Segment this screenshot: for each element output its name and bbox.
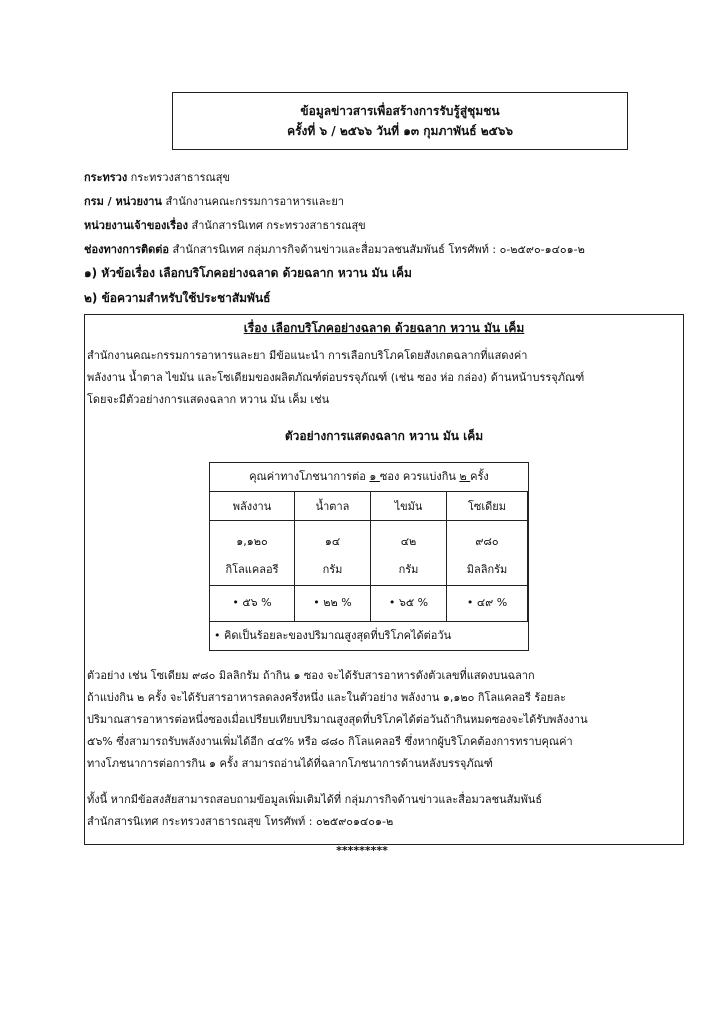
nutrient-column-fat: ไขมัน ๔๒ กรัม • ๖๕ % (371, 491, 447, 621)
header-title: ข้อมูลข่าวสารเพื่อสร้างการรับรู้สู่ชุมชน (300, 104, 500, 118)
header-issue-date: ครั้งที่ ๖ / ๒๕๖๖ วันที่ ๑๓ กุมภาพันธ์ ๒๕๖๖ (287, 124, 513, 138)
nutrition-label-table (209, 462, 529, 651)
metadata-block (84, 166, 684, 262)
nutrient-column-sodium: โซเดียม ๙๘๐ มิลลิกรัม • ๔๙ % (447, 491, 528, 621)
press-content-box (84, 314, 684, 845)
end-of-document-mark: ********* (336, 844, 388, 857)
contact-paragraph: ทั้งนี้ หากมีข้อสงสัยสามารถสอบถามข้อมูลเพิ่มเติมได้ที่ กลุ่มภารกิจด้านข่าวและสื่อมวลชนสัมพันธ์ สำนักสารนิเทศ กระทรวงสาธารณสุข โทรศัพท์ : ๐๒๕๙๐๑๔๐๑-๒ (87, 793, 543, 828)
nutrient-column-sugar: น้ำตาล ๑๔ กรัม • ๒๒ % (295, 491, 371, 621)
meta-ministry: กระทรวง กระทรวงสาธารณสุข (84, 171, 230, 184)
example-paragraph: ตัวอย่าง เช่น โซเดียม ๙๘๐ มิลลิกรัม ถ้ากิน ๑ ซอง จะได้รับสารอาหารดังตัวเลขที่แสดงบนฉลาก ถ้าแบ่งกิน ๒ ครั้ง จะได้รับสารอาหารลดลงครึ่งหนึ่ง และในตัวอย่าง พลังงาน ๑,๑๒๐ กิโลแคลอรี ร้อยละ ปริมาณสารอาหารต่อหนึ่งซองเมื่อเปรียบเทียบปริมาณสูงสุดที่บริโภคได้ต่อวันถ้ากินหมดซองจะได้รับพลังงาน ๕๖% ซึ่งสามารถรับพลังงานเพิ่มได้อีก ๔๔% หรือ ๘๘๐ กิโลแคลอรี ซึ่งหากผู้บริโภคต้องการทราบคุณค่า ทางโภชนาการต่อการกิน ๑ ครั้ง สามารถอ่านได้ที่ฉลากโภชนาการด้านหลังบรรจุภัณฑ์ (87, 669, 588, 770)
pr-text-heading: ๒) ข้อความสำหรับใช้ประชาสัมพันธ์ (84, 291, 271, 305)
meta-department: กรม / หน่วยงาน สำนักงานคณะกรรมการอาหารและยา (84, 195, 345, 208)
document-header-box (172, 92, 628, 150)
nutrition-footnote: • คิดเป็นร้อยละของปริมาณสูงสุดที่บริโภคได้ต่อวัน (214, 629, 452, 642)
nutrition-table-header: คุณค่าทางโภชนาการต่อ ๑ ซอง ควรแบ่งกิน ๒ ครั้ง (210, 463, 528, 492)
example-title: ตัวอย่างการแสดงฉลาก หวาน มัน เค็ม (284, 429, 484, 443)
content-title: เรื่อง เลือกบริโภคอย่างฉลาด ด้วยฉลาก หวาน มัน เค็ม (243, 321, 525, 335)
topic-heading: ๑) หัวข้อเรื่อง เลือกบริโภคอย่างฉลาด ด้วยฉลาก หวาน มัน เค็ม (84, 266, 412, 280)
meta-owner-unit: หน่วยงานเจ้าของเรื่อง สำนักสารนิเทศ กระทรวงสาธารณสุข (84, 219, 366, 232)
nutrient-column-energy: พลังงาน ๑,๑๒๐ กิโลแคลอรี • ๕๖ % (210, 491, 295, 621)
intro-paragraph: สำนักงานคณะกรรมการอาหารและยา มีข้อแนะนำ การเลือกบริโภคโดยสังเกตฉลากที่แสดงค่า พลังงาน น้ำตาล ไขมัน และโซเดียมของผลิตภัณฑ์ต่อบรรจุภัณฑ์ (เช่น ซอง ห่อ กล่อง) ด้านหน้าบรรจุภัณฑ์ โดยจะมีตัวอย่างการแสดงฉลาก หวาน มัน เค็ม เช่น (87, 349, 585, 406)
meta-contact: ช่องทางการติดต่อ สำนักสารนิเทศ กลุ่มภารกิจด้านข่าวและสื่อมวลชนสัมพันธ์ โทรศัพท์ : ๐-๒๕๙๐-๑๔๐๑-๒ (84, 243, 585, 256)
